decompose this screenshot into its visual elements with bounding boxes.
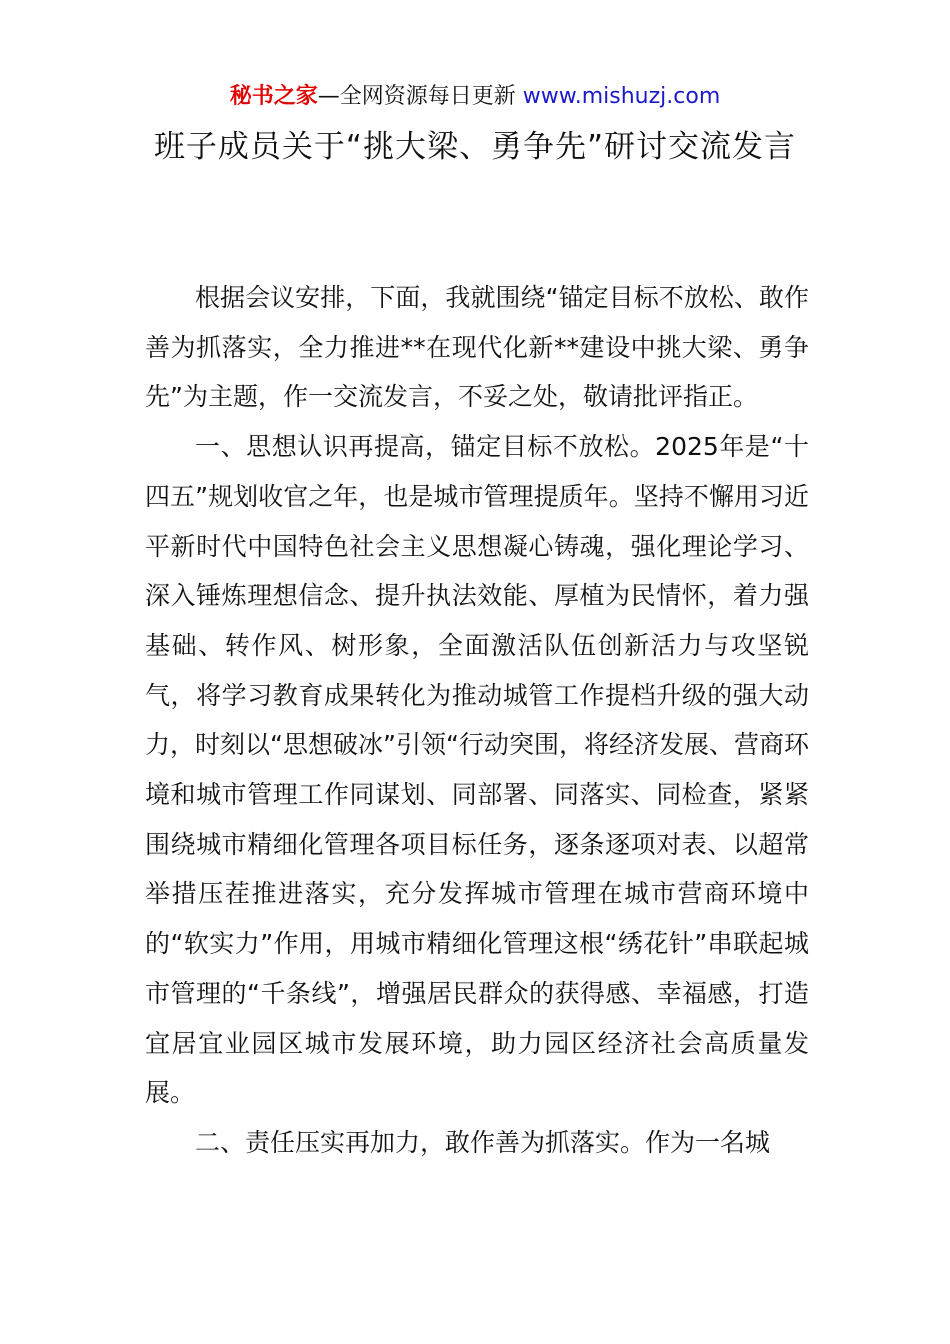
site-banner [0, 82, 950, 112]
paragraph-section-1: 一、思想认识再提高，锚定目标不放松。2025年是“十四五”规划收官之年，也是城市管理提质年。坚持不懈用习近平新时代中国特色社会主义思想凝心铸魂，强化理论学习、深入锤炼理想信念、提升执法效能、厚植为民情怀，着力强基础、转作风、树形象，全面激活队伍创新活力与攻坚锐气，将学习教育成果转化为推动城管工作提档升级的强大动力，时刻以“思想破冰”引领“行动突围，将经济发展、营商环境和城市管理工作同谋划、同部署、同落实、同检查，紧紧围绕城市精细化管理各项目标任务，逐条逐项对表、以超常举措压茬推进落实，充分发挥城市管理在城市营商环境中的“软实力”作用，用城市精细化管理这根“绣花针”串联起城市管理的“千条线”，增强居民群众的获得感、幸福感，打造宜居宜业园区城市发展环境，助力园区经济社会高质量发展。 [145, 432, 809, 1108]
document-body [145, 273, 809, 1168]
document-title: 班子成员关于“挑大梁、勇争先”研讨交流发言 [153, 129, 797, 165]
banner-brand: 秘书之家 [229, 84, 318, 109]
paragraph-intro: 根据会议安排，下面，我就围绕“锚定目标不放松、敢作善为抓落实，全力推进**在现代化新**建设中挑大梁、勇争先”为主题，作一交流发言，不妥之处，敬请批评指正。 [145, 283, 809, 412]
banner-url[interactable]: www.mishuzj.com [522, 84, 721, 109]
paragraph-section-2: 二、责任压实再加力，敢作善为抓落实。作为一名城 [195, 1127, 771, 1157]
banner-tagline: —全网资源每日更新 [317, 84, 516, 109]
